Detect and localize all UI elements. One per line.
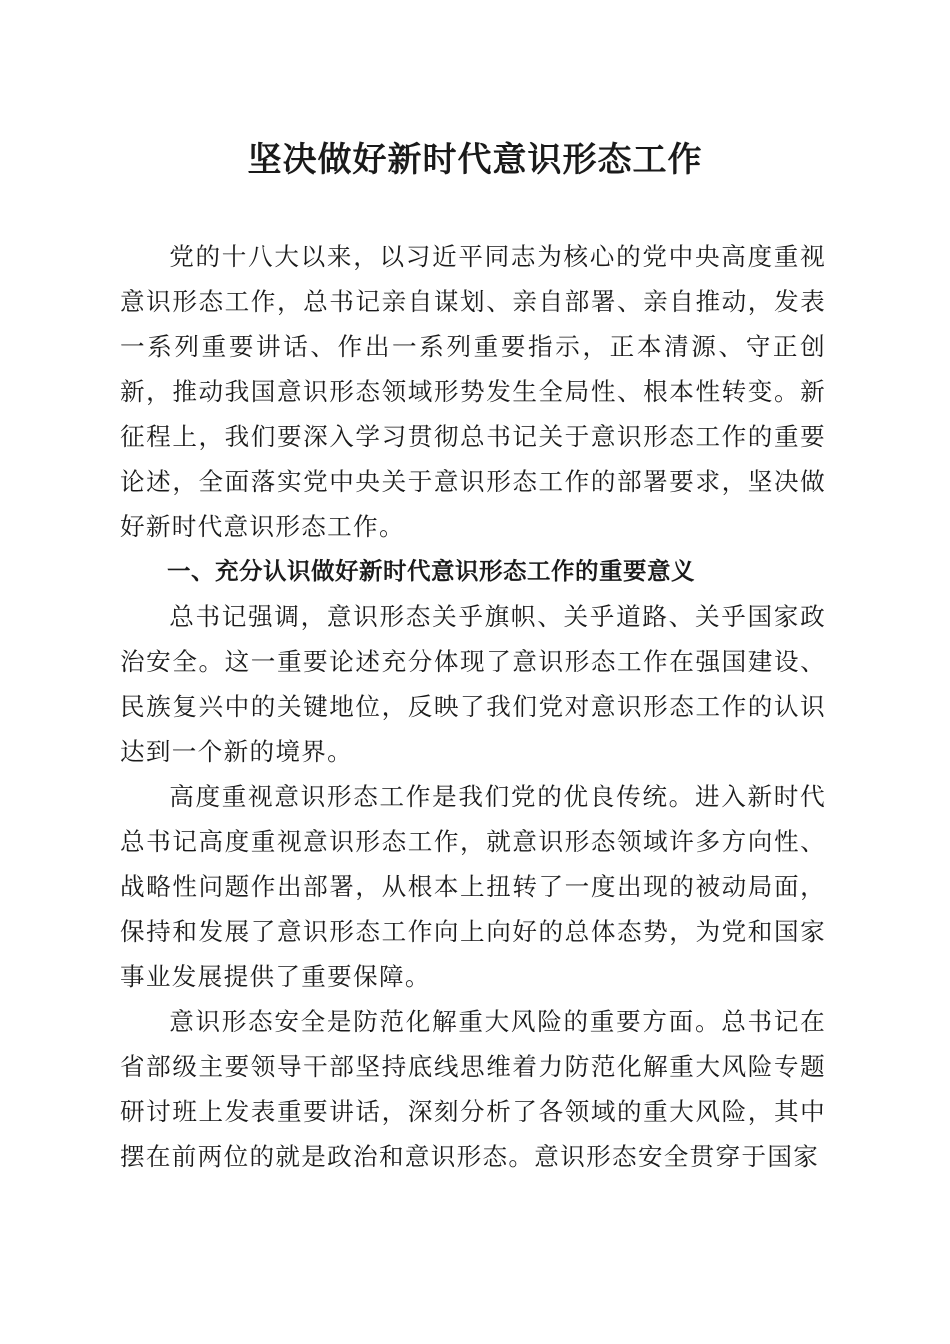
- document-body: [120, 234, 826, 1179]
- intro-paragraph: 党的十八大以来，以习近平同志为核心的党中央高度重视意识形态工作，总书记亲自谋划、亲自部署、亲自推动，发表一系列重要讲话、作出一系列重要指示，正本清源、守正创新，推动我国意识形态领域形势发生全局性、根本性转变。新征程上，我们要深入学习贯彻总书记关于意识形态工作的重要论述，全面落实党中央关于意识形态工作的部署要求，坚决做好新时代意识形态工作。: [120, 242, 826, 541]
- section-heading: 一、充分认识做好新时代意识形态工作的重要意义: [167, 557, 695, 585]
- body-paragraph: 总书记强调，意识形态关乎旗帜、关乎道路、关乎国家政治安全。这一重要论述充分体现了意识形态工作在强国建设、民族复兴中的关键地位，反映了我们党对意识形态工作的认识达到一个新的境界。: [120, 602, 826, 766]
- body-paragraph: 意识形态安全是防范化解重大风险的重要方面。总书记在省部级主要领导干部坚持底线思维着力防范化解重大风险专题研讨班上发表重要讲话，深刻分析了各领域的重大风险，其中摆在前两位的就是政治和意识形态。意识形态安全贯穿于国家: [120, 1007, 826, 1171]
- body-paragraph: 高度重视意识形态工作是我们党的优良传统。进入新时代总书记高度重视意识形态工作，就意识形态领域许多方向性、战略性问题作出部署，从根本上扭转了一度出现的被动局面，保持和发展了意识形态工作向上向好的总体态势，为党和国家事业发展提供了重要保障。: [120, 782, 826, 991]
- document-title: 坚决做好新时代意识形态工作: [247, 140, 703, 180]
